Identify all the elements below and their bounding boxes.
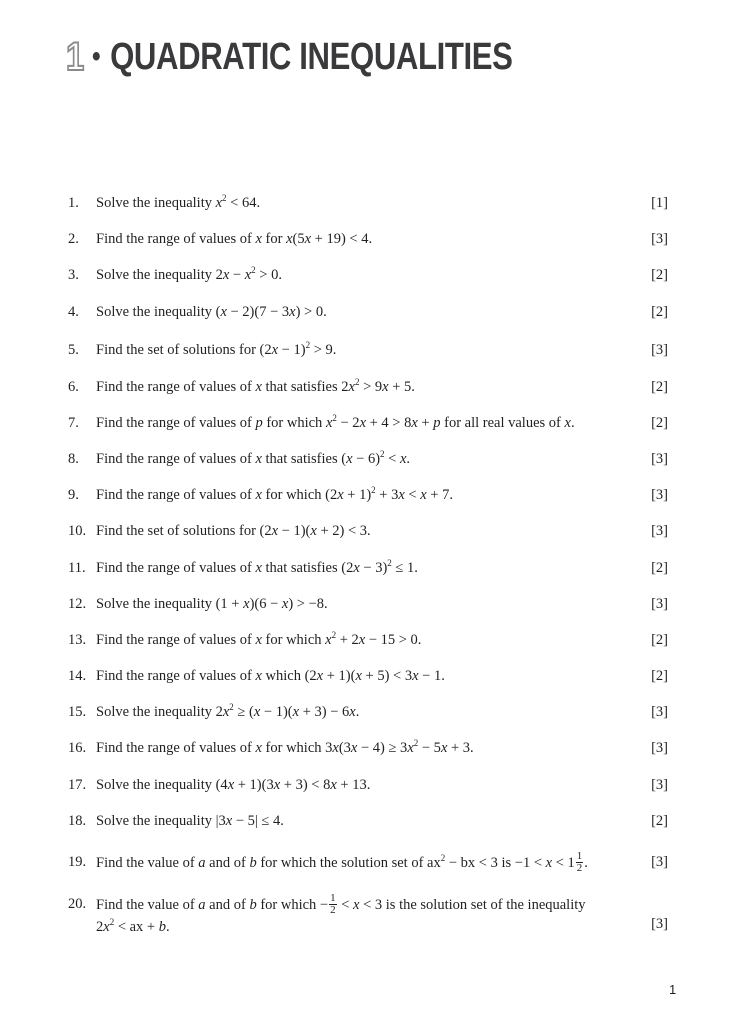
- question-number: 13.: [68, 632, 87, 648]
- question-number: 2.: [68, 231, 79, 247]
- question-text: Solve the inequality |3x − 5| ≤ 4.: [96, 813, 284, 829]
- question-marks: [2]: [651, 668, 668, 684]
- question-marks: [3]: [651, 523, 668, 539]
- question-number: 19.: [68, 854, 87, 870]
- question-number: 3.: [68, 267, 79, 283]
- question-text: Find the range of values of x for which $(2x + 1)^2 + 3x < x + 7$.: [96, 485, 453, 503]
- question-text: Solve the inequality $x^2 < 64$.: [96, 193, 261, 211]
- question-text: Find the range of values of x that satisfies $(x - 6)^2 < x$.: [96, 449, 411, 467]
- chapter-title: QUADRATIC INEQUALITIES: [110, 35, 513, 78]
- question-text: Find the set of solutions for (2x − 1)(x + 2) < 3.: [96, 523, 371, 539]
- question-text: Find the range of values of p for which $x^2 - 2x + 4 > 8x + p$ for all real values of x.: [96, 413, 575, 431]
- question-text: Find the range of values of x which (2x + 1)(x + 5) < 3x − 1.: [96, 668, 445, 684]
- question-number: 6.: [68, 379, 79, 395]
- question-number: 8.: [68, 451, 79, 467]
- question-number: 18.: [68, 813, 87, 829]
- question-number: 12.: [68, 596, 87, 612]
- question-marks: [2]: [651, 304, 668, 320]
- question-text: Find the range of values of x that satisfies $2x^2 > 9x + 5$.: [96, 377, 415, 395]
- chapter-number: 1: [66, 34, 84, 79]
- question-marks: [2]: [651, 632, 668, 648]
- question-number: 20.: [68, 896, 87, 912]
- question-marks: [2]: [651, 813, 668, 829]
- question-text: Solve the inequality $2x - x^2 > 0$.: [96, 265, 282, 283]
- question-text: Find the range of values of x for which $x^2 + 2x - 15 > 0$.: [96, 630, 422, 648]
- question-text: Solve the inequality (x − 2)(7 − 3x) > 0.: [96, 304, 327, 320]
- question-marks: [2]: [651, 267, 668, 283]
- question-marks: [3]: [651, 487, 668, 503]
- question-number: 1.: [68, 195, 79, 211]
- question-number: 17.: [68, 777, 87, 793]
- question-marks: [3]: [651, 777, 668, 793]
- question-text: Find the value of a and of b for which − $\frac{1}{2}$ < x < 3 is the solution set of the inequality $2x^2$ < ax + b.: [96, 892, 586, 935]
- page-number: 1: [669, 982, 677, 997]
- question-marks: [3]: [651, 740, 668, 756]
- question-number: 9.: [68, 487, 79, 503]
- question-text: Find the set of solutions for $(2x - 1)^2 > 9$.: [96, 340, 337, 358]
- question-text: Find the range of values of x for which $3x(3x - 4) \ge 3x^2 - 5x + 3$.: [96, 738, 474, 756]
- question-number: 4.: [68, 304, 79, 320]
- question-number: 7.: [68, 415, 79, 431]
- heading-bullet: •: [92, 40, 101, 73]
- question-marks: [3]: [651, 342, 668, 358]
- question-number: 14.: [68, 668, 87, 684]
- question-number: 11.: [68, 560, 86, 576]
- question-marks: [3]: [651, 854, 668, 870]
- question-text: Find the range of values of x for x(5x + 19) < 4.: [96, 231, 373, 247]
- question-number: 15.: [68, 704, 87, 720]
- question-text: Find the value of a and of b for which the solution set of $ax^2$ − bx < 3 is −1 < x < 1 $\frac{1}{2}$ .: [96, 850, 588, 874]
- question-marks: [3]: [651, 451, 668, 467]
- question-marks: [2]: [651, 415, 668, 431]
- question-marks: [1]: [651, 195, 668, 211]
- chapter-heading: [66, 34, 513, 80]
- question-marks: [3]: [651, 596, 668, 612]
- question-number: 16.: [68, 740, 87, 756]
- question-number: 10.: [68, 523, 87, 539]
- question-marks: [2]: [651, 379, 668, 395]
- question-text: Solve the inequality $2x^2 \ge (x - 1)(x + 3) - 6x$.: [96, 702, 360, 720]
- question-marks: [3]: [651, 704, 668, 720]
- question-text: Solve the inequality (1 + x)(6 − x) > −8.: [96, 596, 328, 612]
- question-number: 5.: [68, 342, 79, 358]
- question-marks: [3]: [651, 231, 668, 247]
- question-marks: [2]: [651, 560, 668, 576]
- question-marks: [3]: [651, 916, 668, 932]
- question-text: Find the range of values of x that satisfies $(2x - 3)^2 \le 1$.: [96, 558, 418, 576]
- question-text: Solve the inequality (4x + 1)(3x + 3) < 8x + 13.: [96, 777, 371, 793]
